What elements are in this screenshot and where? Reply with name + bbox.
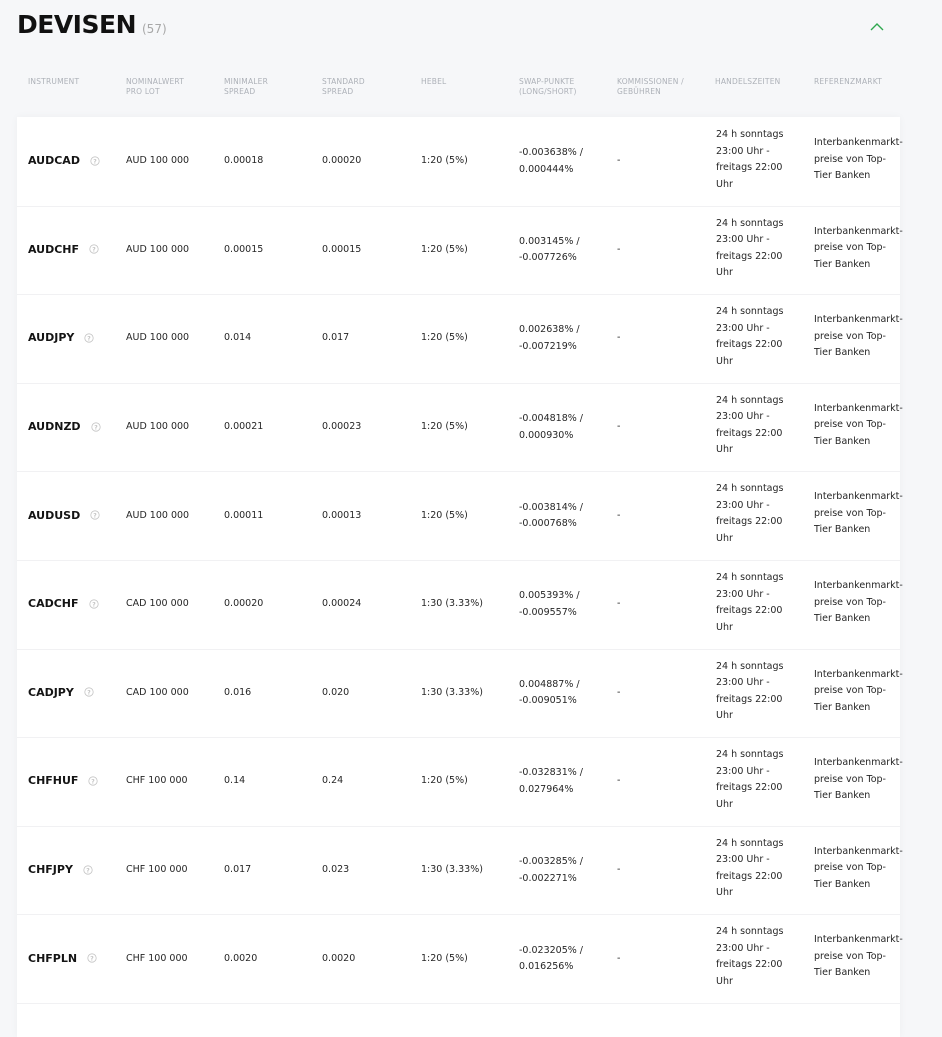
min-spread-value: 0.00015 xyxy=(224,243,264,255)
instrument-label: AUDJPY xyxy=(28,331,75,345)
trading-hours-value: 24 h sonntags 23:00 Uhr - freitags 22:00 Uhr xyxy=(716,749,784,810)
col-swap[interactable]: SWAP-PUNKTE (LONG/SHORT) xyxy=(519,77,577,96)
instrument-name[interactable] xyxy=(28,597,99,610)
swap-value: 0.002638% / -0.007219% xyxy=(519,324,580,352)
leverage-value: 1:30 (3.33%) xyxy=(421,686,483,698)
table-row xyxy=(17,206,903,296)
commission-value: - xyxy=(617,509,621,521)
instrument-name[interactable] xyxy=(28,331,94,344)
question-circle-icon[interactable] xyxy=(84,333,94,343)
nominal-value: CAD 100 000 xyxy=(126,598,189,610)
reference-market-value: Interbankenmarkt-preise von Top-Tier Banken xyxy=(814,580,903,624)
nominal-value: AUD 100 000 xyxy=(126,243,190,255)
min-spread-value: 0.00020 xyxy=(224,598,264,610)
min-spread-value: 0.0020 xyxy=(224,952,258,964)
reference-market-value: Interbankenmarkt-preise von Top-Tier Banken xyxy=(814,491,903,536)
question-circle-icon[interactable] xyxy=(83,865,93,875)
svg-text:?: ? xyxy=(91,778,96,786)
swap-value: 0.003145% / -0.007726% xyxy=(519,235,580,264)
swap-value: -0.003638% / 0.000444% xyxy=(519,147,584,175)
instrument-name[interactable] xyxy=(28,420,101,433)
swap-value: -0.004818% / 0.000930% xyxy=(519,413,584,441)
question-circle-icon[interactable] xyxy=(84,687,94,697)
reference-market-value: Interbankenmarkt-preise von Top-Tier Banken xyxy=(814,402,903,447)
instrument-label: CHFJPY xyxy=(28,863,73,877)
std-spread-value: 0.00023 xyxy=(322,421,362,433)
section-title: DEVISEN xyxy=(17,10,136,39)
min-spread-value: 0.016 xyxy=(224,686,252,698)
question-circle-icon[interactable] xyxy=(90,156,100,166)
svg-text:?: ? xyxy=(87,335,92,343)
col-min-spread[interactable]: MINIMALER SPREAD xyxy=(224,77,269,96)
trading-hours-value: 24 h sonntags 23:00 Uhr - freitags 22:00 Uhr xyxy=(716,483,784,544)
nominal-value: AUD 100 000 xyxy=(126,155,190,167)
min-spread-value: 0.00021 xyxy=(224,421,264,433)
std-spread-value: 0.00024 xyxy=(322,598,362,610)
trading-hours-value: 24 h sonntags 23:00 Uhr - freitags 22:00 Uhr xyxy=(716,572,784,633)
trading-hours-value: 24 h sonntags 23:00 Uhr - freitags 22:00 Uhr xyxy=(716,837,784,899)
trading-hours-value: 24 h sonntags 23:00 Uhr - freitags 22:00 Uhr xyxy=(716,306,784,367)
table-row xyxy=(17,471,903,561)
table-row xyxy=(17,737,903,827)
instrument-label: CADCHF xyxy=(28,597,79,611)
svg-text:?: ? xyxy=(92,246,96,254)
question-circle-icon[interactable] xyxy=(89,599,99,609)
swap-value: -0.032831% / 0.027964% xyxy=(519,767,584,795)
table-row xyxy=(17,826,903,916)
nominal-value: AUD 100 000 xyxy=(126,332,190,344)
swap-value: 0.005393% / -0.009557% xyxy=(519,590,580,618)
swap-value: -0.003285% / -0.002271% xyxy=(519,856,584,884)
instrument-label: AUDNZD xyxy=(28,420,81,434)
question-circle-icon[interactable] xyxy=(87,953,97,963)
leverage-value: 1:20 (5%) xyxy=(421,155,468,167)
leverage-value: 1:30 (3.33%) xyxy=(421,864,483,876)
col-nominal[interactable]: NOMINALWERT PRO LOT xyxy=(126,77,185,96)
nominal-value: CAD 100 000 xyxy=(126,686,189,698)
commission-value: - xyxy=(617,952,621,964)
std-spread-value: 0.00020 xyxy=(322,155,362,167)
commission-value: - xyxy=(617,332,621,344)
nominal-value: CHF 100 000 xyxy=(126,775,188,787)
trading-hours-value: 24 h sonntags 23:00 Uhr - freitags 22:00 Uhr xyxy=(716,217,784,279)
leverage-value: 1:20 (5%) xyxy=(421,952,468,964)
instrument-name[interactable] xyxy=(28,774,98,787)
table-row xyxy=(17,560,903,650)
instrument-name[interactable] xyxy=(28,243,99,256)
reference-market-value: Interbankenmarkt-preise von Top-Tier Banken xyxy=(814,757,903,802)
std-spread-value: 0.00013 xyxy=(322,509,362,521)
trading-hours-value: 24 h sonntags 23:00 Uhr - freitags 22:00 Uhr xyxy=(716,926,784,987)
table-row xyxy=(17,294,903,384)
commission-value: - xyxy=(617,775,621,787)
table-row xyxy=(17,649,903,739)
nominal-value: CHF 100 000 xyxy=(126,952,188,964)
instrument-name[interactable] xyxy=(28,686,94,699)
swap-value: 0.004887% / -0.009051% xyxy=(519,678,580,707)
trading-hours-value: 24 h sonntags 23:00 Uhr - freitags 22:00 Uhr xyxy=(716,394,784,456)
std-spread-value: 0.0020 xyxy=(322,952,356,964)
commission-value: - xyxy=(617,243,621,255)
instrument-table xyxy=(17,117,903,1037)
table-header xyxy=(0,77,942,107)
reference-market-value: Interbankenmarkt-preise von Top-Tier Banken xyxy=(814,225,903,270)
instrument-count: (57) xyxy=(142,22,167,36)
commission-value: - xyxy=(617,598,621,610)
table-row xyxy=(17,914,903,1004)
table-row xyxy=(17,117,903,207)
commission-value: - xyxy=(617,686,621,698)
min-spread-value: 0.00018 xyxy=(224,155,264,167)
leverage-value: 1:20 (5%) xyxy=(421,332,468,344)
reference-market-value: Interbankenmarkt-preise von Top-Tier Banken xyxy=(814,668,903,713)
leverage-value: 1:20 (5%) xyxy=(421,421,468,433)
instrument-name[interactable] xyxy=(28,154,100,167)
std-spread-value: 0.023 xyxy=(322,864,350,876)
instrument-name[interactable] xyxy=(28,952,97,965)
min-spread-value: 0.017 xyxy=(224,864,252,876)
instrument-name[interactable] xyxy=(28,863,93,876)
svg-text:?: ? xyxy=(86,866,90,874)
leverage-value: 1:30 (3.33%) xyxy=(421,598,483,610)
svg-text:?: ? xyxy=(90,955,94,963)
nominal-value: AUD 100 000 xyxy=(126,509,190,521)
swap-value: -0.003814% / -0.000768% xyxy=(519,501,584,530)
std-spread-value: 0.00015 xyxy=(322,243,362,255)
col-reference-market[interactable]: REFERENZMARKT xyxy=(814,77,883,86)
col-commission[interactable]: KOMMISSIONEN / GEBÜHREN xyxy=(617,77,684,96)
question-circle-icon[interactable] xyxy=(91,422,101,432)
min-spread-value: 0.00011 xyxy=(224,509,264,521)
std-spread-value: 0.24 xyxy=(322,775,344,787)
std-spread-value: 0.017 xyxy=(322,332,350,344)
instrument-name[interactable] xyxy=(28,509,100,522)
svg-text:?: ? xyxy=(87,689,91,697)
table-row xyxy=(17,383,903,473)
instrument-label: AUDCAD xyxy=(28,154,80,168)
col-trading-hours[interactable]: HANDELSZEITEN xyxy=(715,77,781,86)
commission-value: - xyxy=(617,864,621,876)
trading-hours-value: 24 h sonntags 23:00 Uhr - freitags 22:00 Uhr xyxy=(716,660,784,722)
min-spread-value: 0.014 xyxy=(224,332,252,344)
collapse-section-button[interactable] xyxy=(866,18,888,36)
reference-market-value: Interbankenmarkt-preise von Top-Tier Banken xyxy=(814,845,903,890)
instrument-label: CADJPY xyxy=(28,685,74,699)
reference-market-value: Interbankenmarkt-preise von Top-Tier Banken xyxy=(814,314,903,359)
reference-market-value: Interbankenmarkt-preise von Top-Tier Banken xyxy=(814,934,903,979)
instrument-label: CHFHUF xyxy=(28,774,79,788)
leverage-value: 1:20 (5%) xyxy=(421,509,468,521)
nominal-value: AUD 100 000 xyxy=(126,421,190,433)
reference-market-value: Interbankenmarkt-preise von Top-Tier Banken xyxy=(814,137,903,181)
swap-value: -0.023205% / 0.016256% xyxy=(519,944,584,973)
question-circle-icon[interactable] xyxy=(88,776,98,786)
question-circle-icon[interactable] xyxy=(90,510,100,520)
svg-text:?: ? xyxy=(93,423,98,431)
question-circle-icon[interactable] xyxy=(89,244,99,254)
commission-value: - xyxy=(617,421,621,433)
min-spread-value: 0.14 xyxy=(224,775,246,787)
instrument-label: CHFPLN xyxy=(28,951,78,965)
svg-text:?: ? xyxy=(93,512,97,520)
chevron-up-icon xyxy=(866,18,888,36)
leverage-value: 1:20 (5%) xyxy=(421,243,468,255)
nominal-value: CHF 100 000 xyxy=(126,864,188,876)
commission-value: - xyxy=(617,155,621,167)
leverage-value: 1:20 (5%) xyxy=(421,775,468,787)
col-std-spread[interactable]: STANDARD SPREAD xyxy=(322,77,365,96)
svg-text:?: ? xyxy=(91,601,96,609)
svg-text:?: ? xyxy=(93,158,97,166)
col-leverage[interactable]: HEBEL xyxy=(421,77,447,86)
instrument-label: AUDUSD xyxy=(28,508,81,522)
trading-hours-value: 24 h sonntags 23:00 Uhr - freitags 22:00 Uhr xyxy=(716,129,784,190)
col-instrument[interactable]: INSTRUMENT xyxy=(28,77,80,86)
std-spread-value: 0.020 xyxy=(322,686,350,698)
section-header xyxy=(17,10,167,39)
instrument-label: AUDCHF xyxy=(28,242,80,256)
